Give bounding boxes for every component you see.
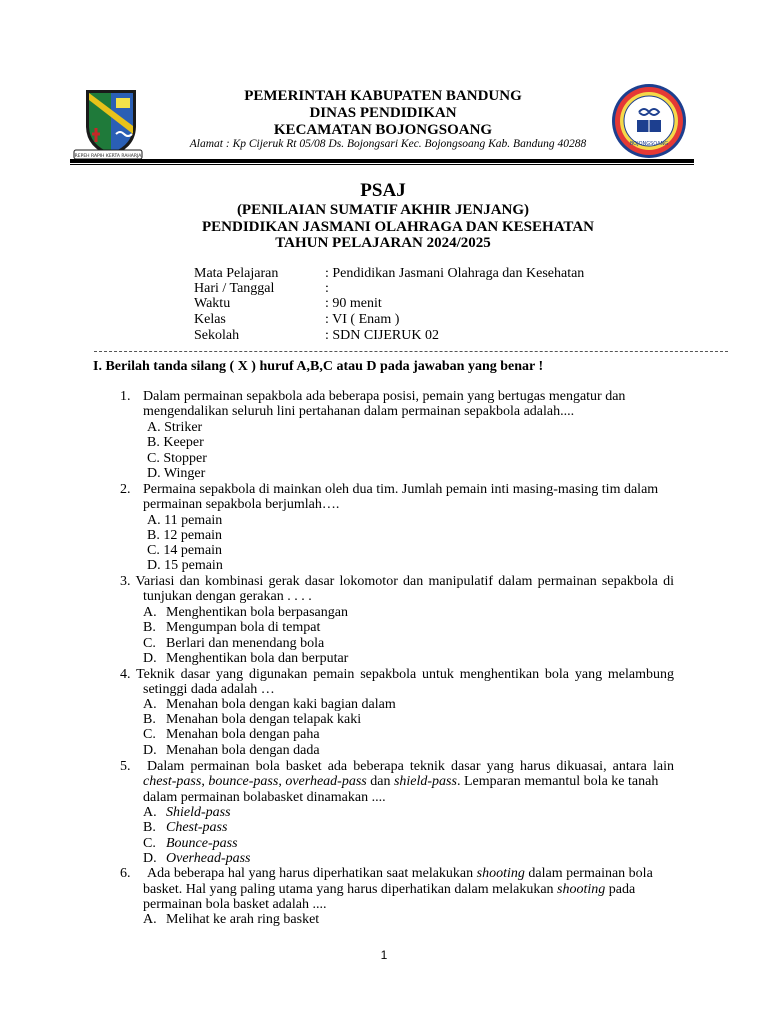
q5-number: 5. xyxy=(120,759,131,774)
q6-text-line xyxy=(147,866,653,882)
left-logo-motto: REPEH RAPIH KERTA RAHARJA xyxy=(74,154,142,159)
header-agency: DINAS PENDIDIKAN xyxy=(309,105,457,121)
q5-option-a[interactable] xyxy=(143,805,231,821)
q5-text-line xyxy=(143,774,674,790)
option-text: Menahan bola dengan paha xyxy=(166,727,320,742)
option-text: Mengumpan bola di tempat xyxy=(166,620,321,635)
option-text: Menghentikan bola dan berputar xyxy=(166,651,349,666)
identity-value: : VI ( Enam ) xyxy=(325,312,400,327)
option-key: D. xyxy=(143,851,157,866)
page-number: 1 xyxy=(380,948,388,962)
term-shooting: shooting xyxy=(557,882,606,897)
q5-option-b[interactable] xyxy=(143,820,228,836)
q4-option-a[interactable] xyxy=(143,697,396,713)
identity-label: Hari / Tanggal xyxy=(194,281,275,296)
exam-subtitle: (PENILAIAN SUMATIF AKHIR JENJANG) xyxy=(236,202,530,218)
option-key: C. xyxy=(143,636,156,651)
q3-option-d[interactable] xyxy=(143,651,349,667)
term-chest-pass: chest-pass xyxy=(143,774,202,789)
identity-value: : SDN CIJERUK 02 xyxy=(325,328,439,343)
q6-text-line xyxy=(143,882,674,898)
q3-text-line: 3. Variasi dan kombinasi gerak dasar lokomotor dan manipulatif dalam permainan sepakbola di xyxy=(120,574,674,589)
option-key: C. xyxy=(143,836,156,851)
option-text: Menghentikan bola berpasangan xyxy=(166,605,348,620)
q1-option-b[interactable]: B. Keeper xyxy=(147,435,204,450)
text-fragment: Ada beberapa hal yang harus diperhatikan saat melakukan xyxy=(147,866,477,881)
section-divider xyxy=(94,351,728,352)
option-text: Bounce-pass xyxy=(166,836,238,851)
option-text: Melihat ke arah ring basket xyxy=(166,912,320,927)
q1-option-d[interactable]: D. Winger xyxy=(147,466,206,481)
term-overhead-pass: overhead-pass xyxy=(285,774,367,789)
header-district: KECAMATAN BOJONGSOANG xyxy=(273,122,493,138)
q4-option-b[interactable] xyxy=(143,712,362,728)
header-government: PEMERINTAH KABUPATEN BANDUNG xyxy=(244,88,522,104)
text-fragment: dalam permainan bola xyxy=(524,866,653,881)
option-key: B. xyxy=(143,712,156,727)
q1-option-c[interactable]: C. Stopper xyxy=(147,451,207,466)
option-text: Berlari dan menendang bola xyxy=(166,636,325,651)
exam-subject-title: PENDIDIKAN JASMANI OLAHRAGA DAN KESEHATAN xyxy=(202,219,594,235)
identity-value: : Pendidikan Jasmani Olahraga dan Kesehatan xyxy=(325,266,585,281)
option-key: A. xyxy=(143,605,157,620)
exam-year: TAHUN PELAJARAN 2024/2025 xyxy=(275,235,491,251)
identity-value: : 90 menit xyxy=(325,296,382,311)
option-text: Menahan bola dengan dada xyxy=(166,743,320,758)
q4-text-line: setinggi dada adalah … xyxy=(143,682,275,697)
q1-text-line: Dalam permainan sepakbola ada beberapa posisi, pemain yang bertugas mengatur dan xyxy=(143,389,626,404)
q2-option-b[interactable]: B. 12 pemain xyxy=(147,528,223,543)
option-text: Chest-pass xyxy=(166,820,228,835)
text-fragment: . Lemparan memantul bola ke tanah xyxy=(456,774,659,789)
q1-number: 1. xyxy=(120,389,131,404)
q4-text-line: 4. Teknik dasar yang digunakan pemain sepakbola untuk menghentikan bola yang melambung xyxy=(120,667,674,682)
right-logo-text: BOJONGSOANG xyxy=(629,141,669,147)
term-bounce-pass: bounce-pass xyxy=(208,774,279,789)
q2-number: 2. xyxy=(120,482,131,497)
q3-text-line: tunjukan dengan gerakan . . . . xyxy=(143,589,312,604)
q5-text-line: Dalam permainan bola basket ada beberapa teknik dasar yang harus dikuasai, antara lain xyxy=(147,759,674,774)
q6-option-a[interactable] xyxy=(143,912,320,928)
kabupaten-bandung-logo xyxy=(72,86,144,162)
q5-option-d[interactable] xyxy=(143,851,251,867)
exam-title: PSAJ xyxy=(360,180,406,201)
identity-label: Sekolah xyxy=(194,328,240,343)
q5-option-c[interactable] xyxy=(143,836,238,852)
option-key: D. xyxy=(143,743,157,758)
option-text: Shield-pass xyxy=(166,805,231,820)
q4-option-d[interactable] xyxy=(143,743,320,759)
text-fragment: basket. Hal yang paling utama yang harus diperhatikan dalam melakukan xyxy=(143,882,558,897)
identity-value: : xyxy=(325,281,329,296)
q2-option-c[interactable]: C. 14 pemain xyxy=(147,543,223,558)
header-divider-thin xyxy=(70,164,694,165)
section-instruction: I. Berilah tanda silang ( X ) huruf A,B,C atau D pada jawaban yang benar ! xyxy=(93,359,544,374)
identity-label: Mata Pelajaran xyxy=(194,266,279,281)
option-key: A. xyxy=(143,697,157,712)
q6-text-line: permainan bola basket adalah .... xyxy=(143,897,327,912)
option-key: B. xyxy=(143,820,156,835)
option-key: B. xyxy=(143,620,156,635)
q1-option-a[interactable]: A. Striker xyxy=(147,420,203,435)
q2-option-a[interactable]: A. 11 pemain xyxy=(147,513,223,528)
q5-text-line: dalam permainan bolabasket dinamakan .... xyxy=(143,790,386,805)
option-text: Menahan bola dengan telapak kaki xyxy=(166,712,362,727)
text-fragment: , xyxy=(278,774,286,789)
option-key: C. xyxy=(143,727,156,742)
q2-text-line: Permaina sepakbola di mainkan oleh dua tim. Jumlah pemain inti masing-masing tim dalam xyxy=(143,482,659,497)
header-address: Alamat : Kp Cijeruk Rt 05/08 Ds. Bojongsari Kec. Bojongsoang Kab. Bandung 40288 xyxy=(189,138,587,150)
text-fragment: dan xyxy=(366,774,394,789)
q1-text-line: mengendalikan seluruh lini pertahanan dalam permainan sepakbola adalah.... xyxy=(143,404,575,419)
option-text: Menahan bola dengan kaki bagian dalam xyxy=(166,697,396,712)
identity-label: Kelas xyxy=(194,312,226,327)
text-fragment: pada xyxy=(605,882,636,897)
q2-text-line: permainan sepakbola berjumlah…. xyxy=(143,497,340,512)
q4-option-c[interactable] xyxy=(143,727,320,743)
option-key: D. xyxy=(143,651,157,666)
option-key: A. xyxy=(143,805,157,820)
option-key: A. xyxy=(143,912,157,927)
q3-option-b[interactable] xyxy=(143,620,321,636)
identity-label: Waktu xyxy=(194,296,231,311)
term-shooting: shooting xyxy=(476,866,525,881)
option-text: Overhead-pass xyxy=(166,851,251,866)
q3-option-a[interactable] xyxy=(143,605,348,621)
header-divider xyxy=(70,159,694,163)
term-shield-pass: shield-pass xyxy=(393,774,457,789)
text-fragment: , xyxy=(201,774,209,789)
q6-number: 6. xyxy=(120,866,131,881)
q3-option-c[interactable] xyxy=(143,636,325,652)
q2-option-d[interactable]: D. 15 pemain xyxy=(147,558,223,573)
